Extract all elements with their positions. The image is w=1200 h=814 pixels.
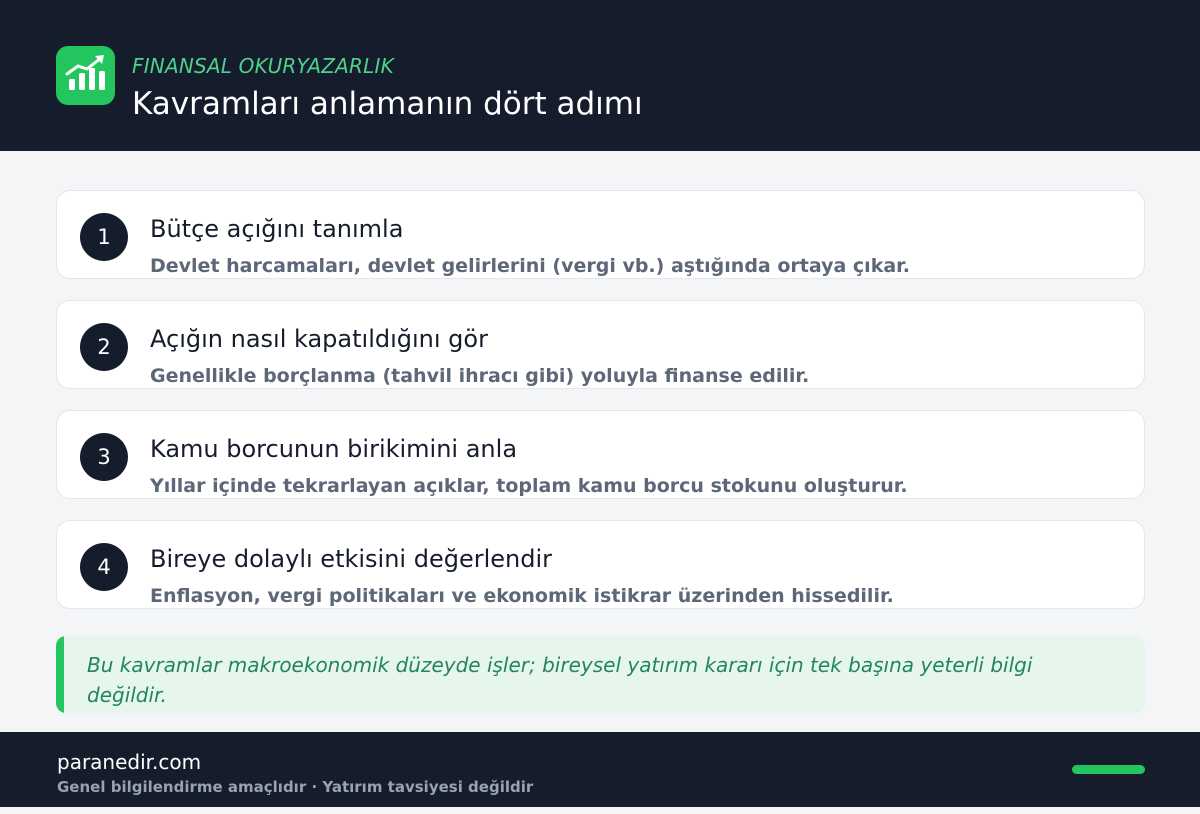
step-card [56,410,1145,499]
site-name: paranedir.com [57,750,202,774]
step-number-badge: 4 [80,543,128,591]
note-accent-bar [56,636,64,713]
step-description: Enflasyon, vergi politikaları ve ekonomik istikrar üzerinden hissedilir. [150,585,894,607]
step-card [56,300,1145,389]
footer [0,732,1200,807]
step-description: Yıllar içinde tekrarlayan açıklar, toplam kamu borcu stokunu oluşturur. [150,475,908,497]
note-text: Bu kavramlar makroekonomik düzeyde işler; bireysel yatırım kararı için tek başına yeterli bilgi değildir. [87,653,1033,707]
step-title: Bütçe açığını tanımla [150,215,404,243]
accent-line [1072,765,1145,774]
section-kicker: FINANSAL OKURYAZARLIK [132,54,394,78]
rising-bar-chart-icon [56,46,115,105]
step-description: Devlet harcamaları, devlet gelirlerini (vergi vb.) aştığında ortaya çıkar. [150,255,911,277]
step-number-badge: 3 [80,433,128,481]
header [0,0,1200,151]
step-description: Genellikle borçlanma (tahvil ihracı gibi) yoluyla finanse edilir. [150,365,810,387]
info-note [56,636,1145,713]
disclaimer-text: Genel bilgilendirme amaçlıdır · Yatırım tavsiyesi değildir [57,778,534,796]
page-title: Kavramları anlamanın dört adımı [132,86,643,122]
step-number-badge: 1 [80,213,128,261]
step-card [56,520,1145,609]
step-title: Açığın nasıl kapatıldığını gör [150,325,488,353]
step-number-badge: 2 [80,323,128,371]
step-title: Bireye dolaylı etkisini değerlendir [150,545,552,573]
step-card [56,190,1145,279]
step-title: Kamu borcunun birikimini anla [150,435,518,463]
